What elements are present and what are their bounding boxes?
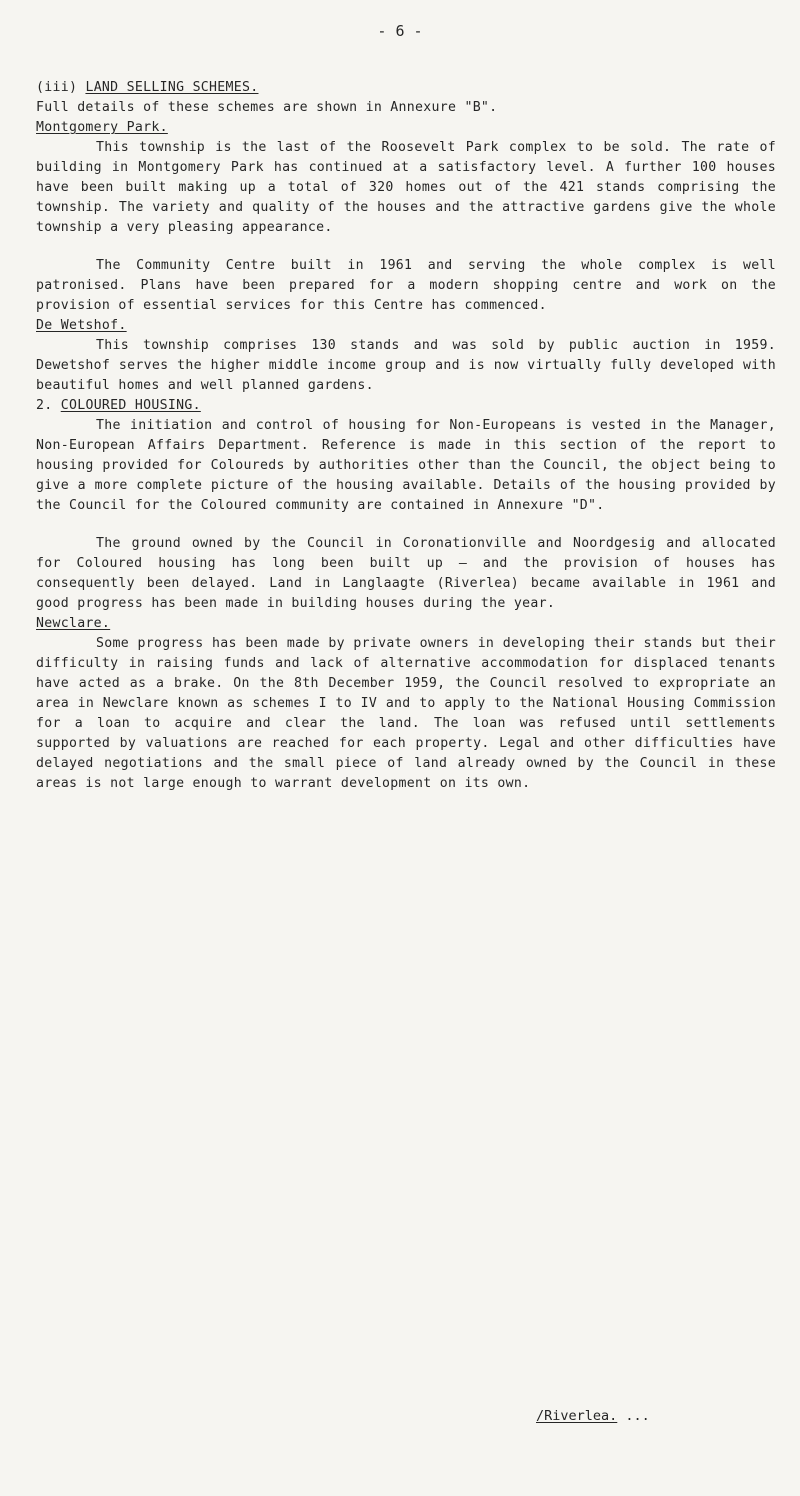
wetshof-heading (36, 316, 776, 336)
catchword-footer (536, 1408, 650, 1424)
section-number: (iii) (36, 80, 78, 95)
montgomery-heading-text: Montgomery Park. (36, 120, 168, 135)
coloured-heading (36, 396, 776, 416)
catchword: /Riverlea. (536, 1408, 618, 1424)
wetshof-heading-text: De Wetshof. (36, 318, 127, 333)
section-heading (36, 78, 776, 98)
wetshof-paragraph-1: This township comprises 130 stands and was sold by public auction in 1959. Dewetshof serves the higher middle income group and is now virtually fully developed with beautiful homes and well planned gardens. (36, 338, 776, 393)
montgomery-paragraph-2: The Community Centre built in 1961 and serving the whole complex is well patronised. Plans have been prepared for a modern shopping centre and work on the provision of essential services for this Centre has commenced. (36, 258, 776, 313)
montgomery-heading (36, 118, 776, 138)
intro-paragraph: Full details of these schemes are shown in Annexure "B". (36, 100, 498, 115)
coloured-number: 2. (36, 398, 53, 413)
coloured-paragraph-2: The ground owned by the Council in Coronationville and Noordgesig and allocated for Coloured housing has long been built up — and the provision of houses has consequently been delayed. Land in Langlaagte (Riverlea) became available in 1961 and good progress has been made in building houses during the year. (36, 536, 776, 611)
newclare-heading (36, 614, 776, 634)
coloured-paragraph-1: The initiation and control of housing for Non-Europeans is vested in the Manager, Non-European Affairs Department. Reference is made in this section of the report to housing provided for Coloureds by authorities other than the Council, the object being to give a more complete picture of the housing available. Details of the housing provided by the Council for the Coloured community are contained in Annexure "D". (36, 418, 776, 513)
page-content (36, 78, 776, 794)
page-number: - 6 - (377, 22, 423, 40)
montgomery-paragraph-1: This township is the last of the Roosevelt Park complex to be sold. The rate of building in Montgomery Park has continued at a satisfactory level. A further 100 houses have been built making up a total of 320 homes out of the 421 stands comprising the township. The variety and quality of the houses and the attractive gardens give the whole township a very pleasing appearance. (36, 140, 776, 235)
newclare-paragraph-1: Some progress has been made by private owners in developing their stands but their difficulty in raising funds and lack of alternative accommodation for displaced tenants have acted as a brake. On the 8th December 1959, the Council resolved to expropriate an area in Newclare known as schemes I to IV and to apply to the National Housing Commission for a loan to acquire and clear the land. The loan was refused until settlements supported by valuations are reached for each property. Legal and other difficulties have delayed negotiations and the small piece of land already owned by the Council in these areas is not large enough to warrant development on its own. (36, 636, 776, 791)
catchword-ellipsis: ... (617, 1408, 650, 1424)
newclare-heading-text: Newclare. (36, 616, 111, 631)
section-title: LAND SELLING SCHEMES. (85, 80, 259, 95)
coloured-title: COLOURED HOUSING. (60, 398, 201, 413)
